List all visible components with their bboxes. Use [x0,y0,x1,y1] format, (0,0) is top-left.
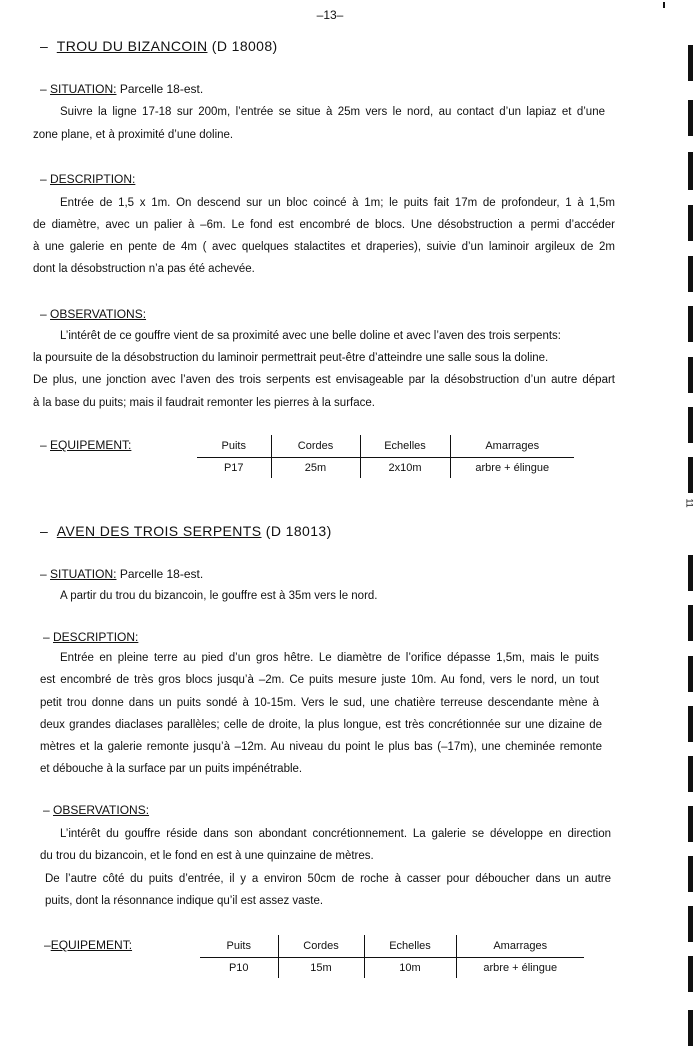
table-cell: arbre + élingue [483,962,558,974]
page-number: –13– [316,8,344,22]
observations-heading: – OBSERVATIONS: [40,307,147,321]
description-heading: – DESCRIPTION: [43,630,139,644]
table-cell: 15m [278,958,364,979]
equipement-heading: –EQUIPEMENT: [44,938,133,952]
observations-label: OBSERVATIONS: [53,803,150,817]
table-header-cell: Puits [200,935,278,958]
table-cell: 25m [271,458,360,479]
binding-mark [688,906,693,942]
observations-label: OBSERVATIONS: [50,307,147,321]
table-header-cell: Puits [197,435,271,458]
binding-mark [688,306,693,342]
table-header-cell: Echelles [364,935,456,958]
equipement-heading: – EQUIPEMENT: [40,438,132,452]
description-line: est encombré de très gros blocs jusqu’à –2m. Ce puits mesure juste 10m. Au fond, vers le nord, un tout [40,674,599,686]
section-title-name: AVEN DES TROIS SERPENTS [56,523,262,539]
description-label: DESCRIPTION: [50,172,136,186]
binding-mark [688,407,693,443]
situation-value: Parcelle 18-est. [119,82,204,96]
observations-line: L’intérêt de ce gouffre vient de sa proximité avec une belle doline et avec l’aven des trois serpents: [60,330,561,342]
section-title-name: TROU DU BIZANCOIN [56,38,208,54]
binding-mark [688,756,693,792]
situation-line: A partir du trou du bizancoin, le gouffre est à 35m vers le nord. [60,590,378,602]
table-row [197,458,574,479]
situation-heading: – SITUATION: Parcelle 18-est. [40,82,204,96]
observations-line: puits, dont la résonnance indique qu’il est assez vaste. [45,895,324,907]
description-heading: – DESCRIPTION: [40,172,136,186]
observations-line: du trou du bizancoin, et le fond en est à une quinzaine de mètres. [40,850,374,862]
situation-heading: – SITUATION: Parcelle 18-est. [40,567,204,581]
section-title: – AVEN DES TROIS SERPENTS (D 18013) [40,523,332,539]
binding-mark [688,152,693,190]
table-header-row [197,435,574,458]
binding-mark [688,806,693,842]
margin-mark: 11 [684,498,695,508]
description-line: de diamètre, avec un palier à –6m. Le fond est encombré de blocs. Une désobstruction a permi d’accéder [33,219,615,231]
binding-mark [688,956,693,992]
binding-mark [688,457,693,493]
observations-line: De l’autre côté du puits d’entrée, il y a environ 50cm de roche à casser pour déboucher dans un autre [45,873,611,885]
equipement-table [197,435,574,478]
description-line: petit trou donne dans un puits sondé à 10-15m. Vers le sud, une chatière terreuse descendante mène à [40,697,599,709]
binding-mark [688,856,693,892]
table-cell: 2x10m [360,458,450,479]
binding-mark [688,706,693,742]
description-label: DESCRIPTION: [53,630,139,644]
section-code: (D 18008) [211,38,278,54]
binding-mark [688,656,693,692]
situation-value: Parcelle 18-est. [119,567,204,581]
description-line: mètres et la galerie remonte jusqu’à –12m. Au niveau du point le plus bas (–17m), une cheminée remonte [40,741,602,753]
binding-mark [688,45,693,81]
table-cell: 10m [364,958,456,979]
binding-mark [688,100,693,136]
table-header-cell: Cordes [271,435,360,458]
description-line: Entrée en pleine terre au pied d’un gros hêtre. Le diamètre de l’orifice dépasse 1,5m, mais le puits [60,652,599,664]
table-row [200,958,584,979]
table-cell: P17 [197,458,271,479]
binding-mark [688,1010,693,1046]
situation-label: SITUATION: [50,82,117,96]
binding-mark [688,256,693,292]
situation-label: SITUATION: [50,567,117,581]
table-cell: P10 [200,958,278,979]
table-header-cell: Echelles [360,435,450,458]
binding-mark [688,605,693,641]
observations-line: à la base du puits; mais il faudrait remonter les pierres à la surface. [33,397,375,409]
section-code: (D 18013) [265,523,332,539]
observations-line: la poursuite de la désobstruction du laminoir permettrait peut-être d’atteindre une salle sous la doline. [33,352,549,364]
description-line: à une galerie en pente de 4m ( avec quelques stalactites et draperies), suivie d’un laminoir argileux de 2m [33,241,615,253]
binding-mark [688,205,693,241]
binding-mark [663,2,665,8]
description-line: Entrée de 1,5 x 1m. On descend sur un bloc coincé à 1m; le puits fait 17m de profondeur, 1 à 1,5m [60,197,615,209]
description-line: et débouche à la surface par un puits impénétrable. [40,763,303,775]
description-line: deux grandes diaclases parallèles; celle de droite, la plus longue, est très concrétionnée sur une dizaine de [40,719,602,731]
observations-line: De plus, une jonction avec l’aven des trois serpents est envisageable par la désobstruction d’un autre départ [33,374,615,386]
table-cell: arbre + élingue [475,462,550,474]
situation-line: zone plane, et à proximité d’une doline. [33,129,234,141]
observations-line: L’intérêt du gouffre réside dans son abondant concrétionnement. La galerie se développe en direction [60,828,611,840]
table-header-row [200,935,584,958]
situation-line: Suivre la ligne 17-18 sur 200m, l’entrée se situe à 25m vers le nord, au contact d’un lapiaz et d’une [60,106,605,118]
equipement-table [200,935,584,978]
table-header-cell: Amarrages [456,935,584,958]
observations-heading: – OBSERVATIONS: [43,803,150,817]
binding-mark [688,555,693,591]
description-line: dont la désobstruction n’a pas été achevée. [33,263,255,275]
table-header-cell: Amarrages [450,435,574,458]
equipement-label: EQUIPEMENT: [50,938,133,952]
table-header-cell: Cordes [278,935,364,958]
section-title: – TROU DU BIZANCOIN (D 18008) [40,38,278,54]
binding-mark [688,357,693,393]
equipement-label: EQUIPEMENT: [50,438,132,452]
